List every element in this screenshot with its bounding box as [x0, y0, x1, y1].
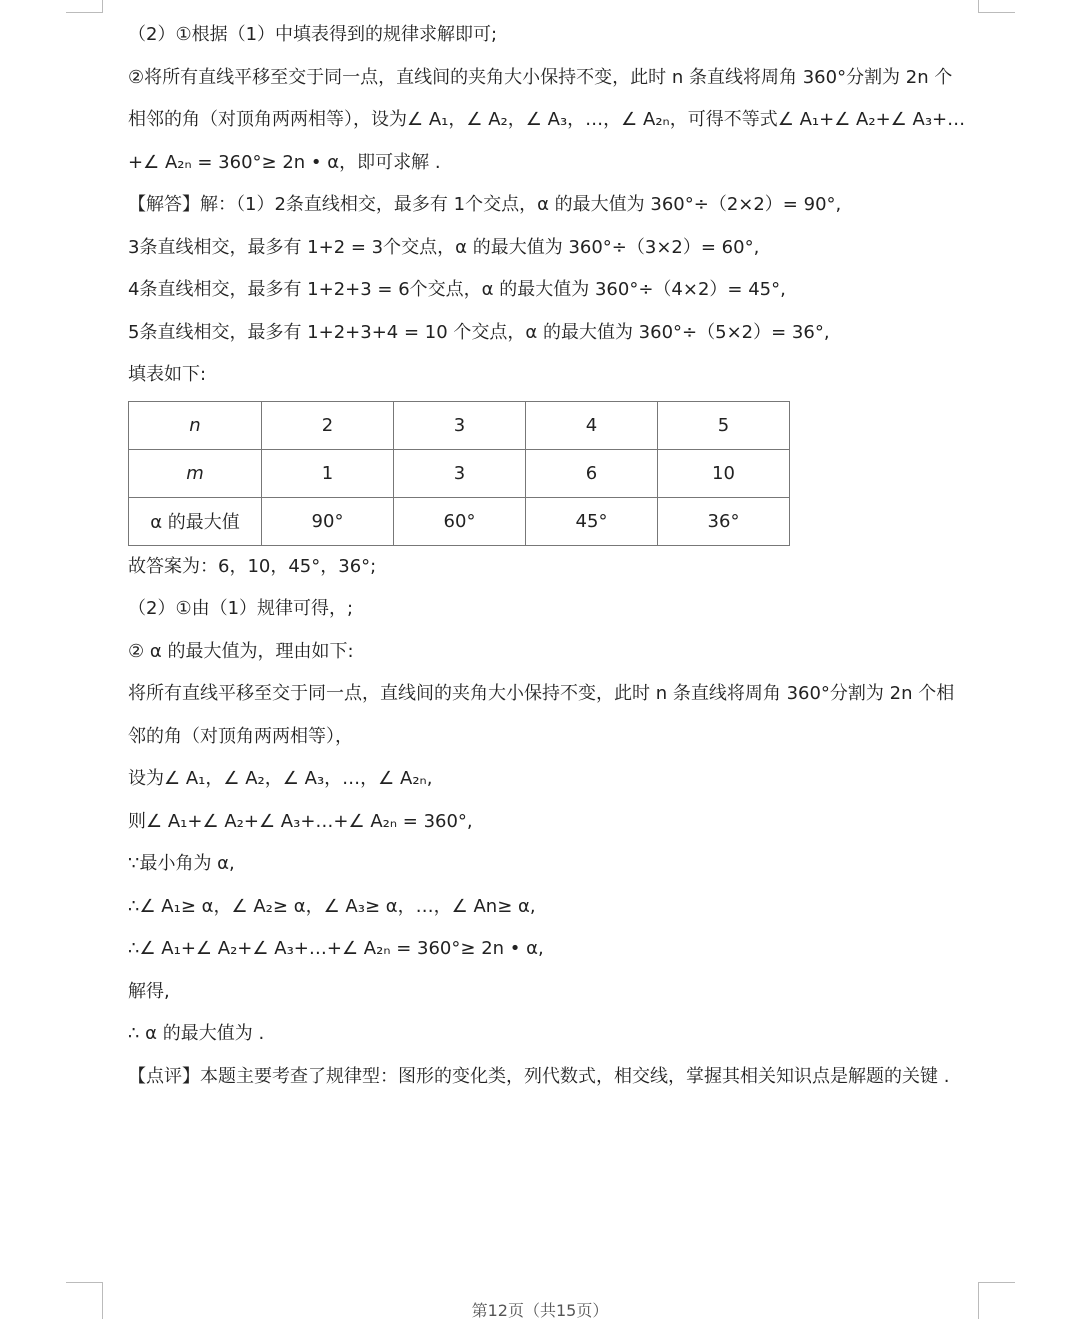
table-row-n [129, 401, 790, 449]
text-line: 5条直线相交，最多有 1+2+3+4 = 10 个交点，α 的最大值为 360°÷（5×2）= 36°, [128, 321, 830, 343]
text-line: ② α 的最大值为，理由如下: [128, 640, 354, 662]
table-row-label: m [129, 449, 262, 497]
table-cell: 36° [658, 497, 790, 545]
page-content [128, 18, 1008, 1102]
text-line: 解得, [128, 980, 170, 1002]
table-cell: 3 [394, 401, 526, 449]
table-cell: 5 [658, 401, 790, 449]
table-cell: 3 [394, 449, 526, 497]
text-line: ∵最小角为 α, [128, 853, 235, 874]
text-line: ∴ α 的最大值为 . [128, 1023, 265, 1044]
table-cell: 4 [526, 401, 658, 449]
table-cell: 45° [526, 497, 658, 545]
text-line: 则∠ A₁+∠ A₂+∠ A₃+…+∠ A₂ₙ = 360°, [128, 810, 473, 832]
answer-table [128, 401, 790, 546]
text-line: （2）①由（1）规律可得，; [128, 598, 354, 619]
text-line: 邻的角（对顶角两两相等）， [128, 725, 353, 747]
table-cell: 10 [658, 449, 790, 497]
table-cell: 2 [262, 401, 394, 449]
text-line: 故答案为：6，10，45°，36°; [128, 555, 377, 577]
table-cell: 6 [526, 449, 658, 497]
crop-mark-top-left [66, 0, 103, 13]
answer-table-wrap [128, 401, 1008, 546]
text-line: 设为∠ A₁，∠ A₂，∠ A₃，…，∠ A₂ₙ, [128, 768, 433, 789]
table-row-m [129, 449, 790, 497]
text-line: +∠ A₂ₙ = 360°≥ 2n • α，即可求解 . [128, 151, 441, 173]
answer-heading-line: 【解答】解：（1）2条直线相交，最多有 1个交点，α 的最大值为 360°÷（2×2）= 90°, [128, 194, 842, 215]
table-cell: 60° [394, 497, 526, 545]
text-line: 将所有直线平移至交于同一点，直线间的夹角大小保持不变，此时 n 条直线将周角 360°分割为 2n 个相 [128, 683, 955, 704]
text-line: ②将所有直线平移至交于同一点，直线间的夹角大小保持不变，此时 n 条直线将周角 360°分割为 2n 个 [128, 66, 953, 88]
crop-mark-top-right [978, 0, 1015, 13]
page-number-footer: 第12页（共15页） [471, 1301, 609, 1320]
table-cell: 90° [262, 497, 394, 545]
table-cell: 1 [262, 449, 394, 497]
table-row-label: n [129, 401, 262, 449]
text-line: 4条直线相交，最多有 1+2+3 = 6个交点，α 的最大值为 360°÷（4×2）= 45°, [128, 279, 786, 300]
text-line: ∴∠ A₁+∠ A₂+∠ A₃+…+∠ A₂ₙ = 360°≥ 2n • α, [128, 938, 544, 959]
comment-line: 【点评】本题主要考查了规律型：图形的变化类，列代数式，相交线，掌握其相关知识点是解题的关键 . [128, 1065, 950, 1087]
text-line: 填表如下: [128, 364, 207, 385]
table-row-label: α 的最大值 [129, 497, 262, 545]
text-line: 相邻的角（对顶角两两相等），设为∠ A₁，∠ A₂，∠ A₃，…，∠ A₂ₙ，可得不等式∠ A₁+∠ A₂+∠ A₃+… [128, 109, 966, 130]
table-row-alpha-max [129, 497, 790, 545]
text-line: ∴∠ A₁≥ α，∠ A₂≥ α，∠ A₃≥ α，…，∠ An≥ α, [128, 895, 536, 917]
text-line: 3条直线相交，最多有 1+2 = 3个交点，α 的最大值为 360°÷（3×2）= 60°, [128, 236, 760, 258]
text-line: （2）①根据（1）中填表得到的规律求解即可; [128, 24, 498, 45]
